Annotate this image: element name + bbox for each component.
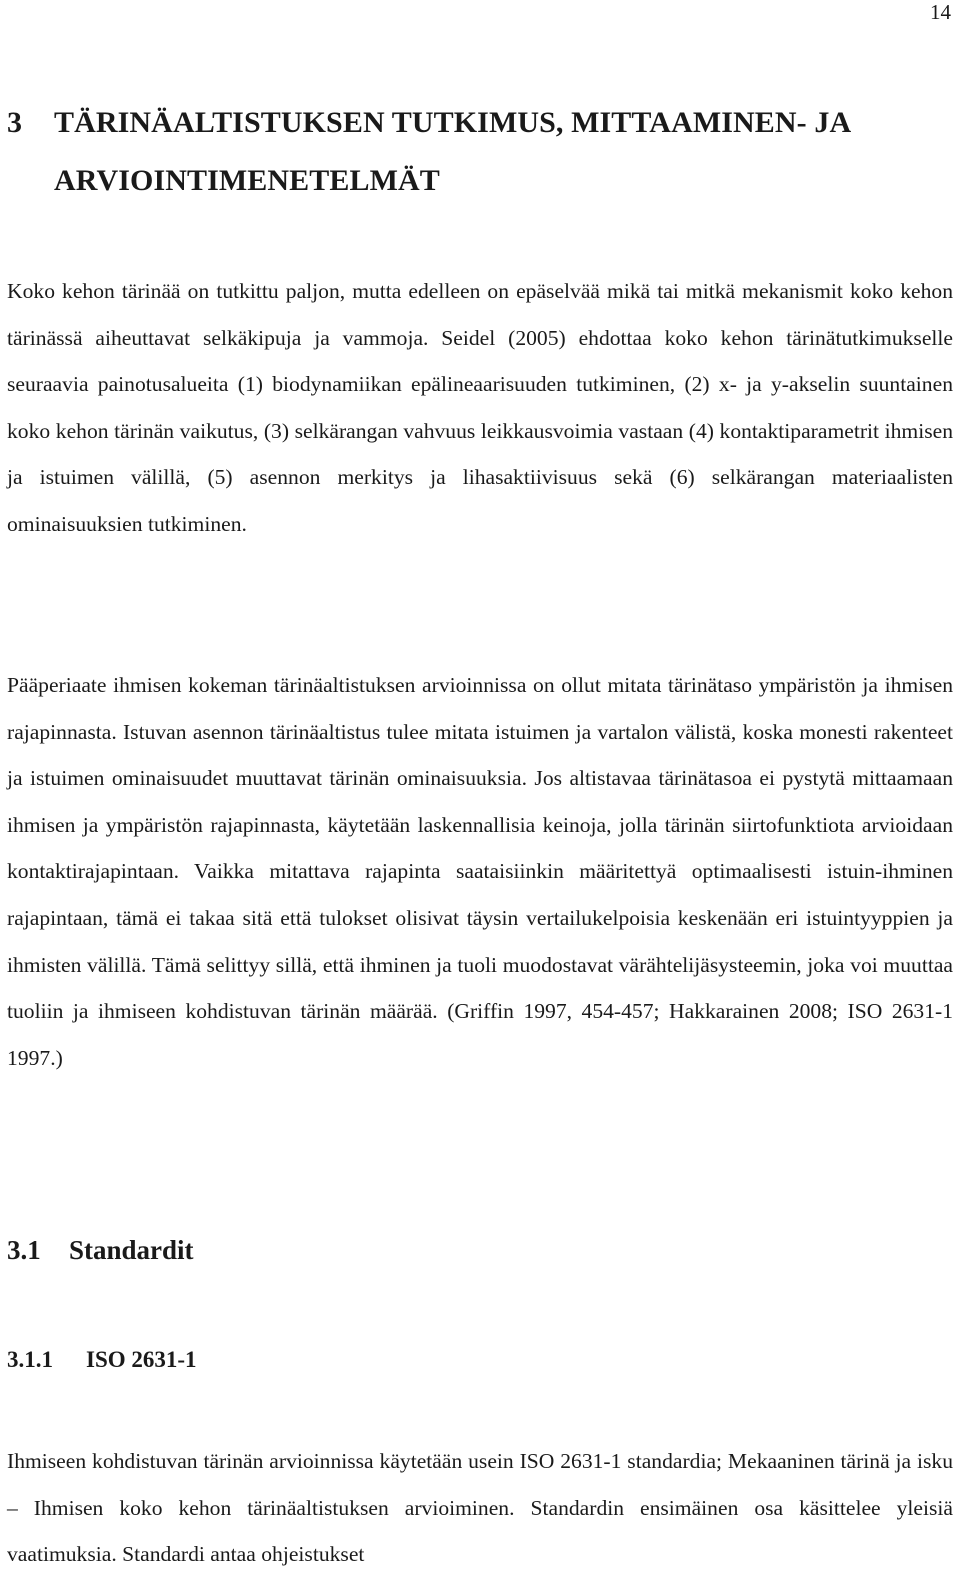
- body-paragraph: Ihmiseen kohdistuvan tärinän arvioinnissa käytetään usein ISO 2631-1 standardia; Mekaaninen tärinä ja isku – Ihmisen koko kehon tärinäaltistuksen arvioiminen. Standardin ensimäinen osa käsittelee yleisiä vaatimuksia. Standardi antaa ohjeistukset: [7, 1449, 953, 1567]
- chapter-heading: [7, 94, 907, 210]
- chapter-number: 3: [7, 106, 23, 139]
- chapter-title: TÄRINÄALTISTUKSEN TUTKIMUS, MITTAAMINEN- JA ARVIOINTIMENETELMÄT: [54, 106, 850, 197]
- body-paragraph: Pääperiaate ihmisen kokeman tärinäaltistuksen arvioinnissa on ollut mitata tärinätaso ympäristön ja ihmisen rajapinnasta. Istuvan asennon tärinäaltistus tulee mitata istuimen ja vartalon välistä, koska monesti rakenteet ja istuimen ominaisuudet muuttavat tärinän ominaisuuksia. Jos altistavaa tärinätasoa ei pystytä mittaamaan ihmisen ja ympäristön rajapinnasta, käytetään laskennallisia keinoja, jolla tärinän siirtofunktiota arvioidaan kontaktirajapintaan. Vaikka mitattava rajapinta saataisiinkin määritettyä optimaalisesti istuin-ihminen rajapintaan, tämä ei takaa sitä että tulokset olisivat täysin vertailukelpoisia keskenään eri istuintyyppien ja ihmisten välillä. Tämä selittyy sillä, että ihminen ja tuoli muodostavat värähtelijäsysteemin, joka voi muuttaa tuoliin ja ihmiseen kohdistuvan tärinän määrää. (Griffin 1997, 454-457; Hakkarainen 2008; ISO 2631-1 1997.): [7, 673, 953, 1070]
- subsection-heading: [7, 1342, 197, 1378]
- section-number: 3.1: [7, 1235, 41, 1265]
- body-paragraph: Koko kehon tärinää on tutkittu paljon, mutta edelleen on epäselvää mikä tai mitkä mekanismit koko kehon tärinässä aiheuttavat selkäkipuja ja vammoja. Seidel (2005) ehdottaa koko kehon tärinätutkimukselle seuraavia painotusalueita (1) biodynamiikan epälineaarisuuden tutkiminen, (2) x- ja y-akselin suuntainen koko kehon tärinän vaikutus, (3) selkärangan vahvuus leikkausvoimia vastaan (4) kontaktiparametrit ihmisen ja istuimen välillä, (5) asennon merkitys ja lihasaktiivisuus sekä (6) selkärangan materiaalisten ominaisuuksien tutkiminen.: [7, 279, 953, 536]
- section-heading: [7, 1230, 194, 1270]
- section-title: Standardit: [69, 1235, 194, 1265]
- subsection-number: 3.1.1: [7, 1347, 53, 1372]
- page-number: 14: [930, 0, 951, 24]
- subsection-title: ISO 2631-1: [86, 1347, 197, 1372]
